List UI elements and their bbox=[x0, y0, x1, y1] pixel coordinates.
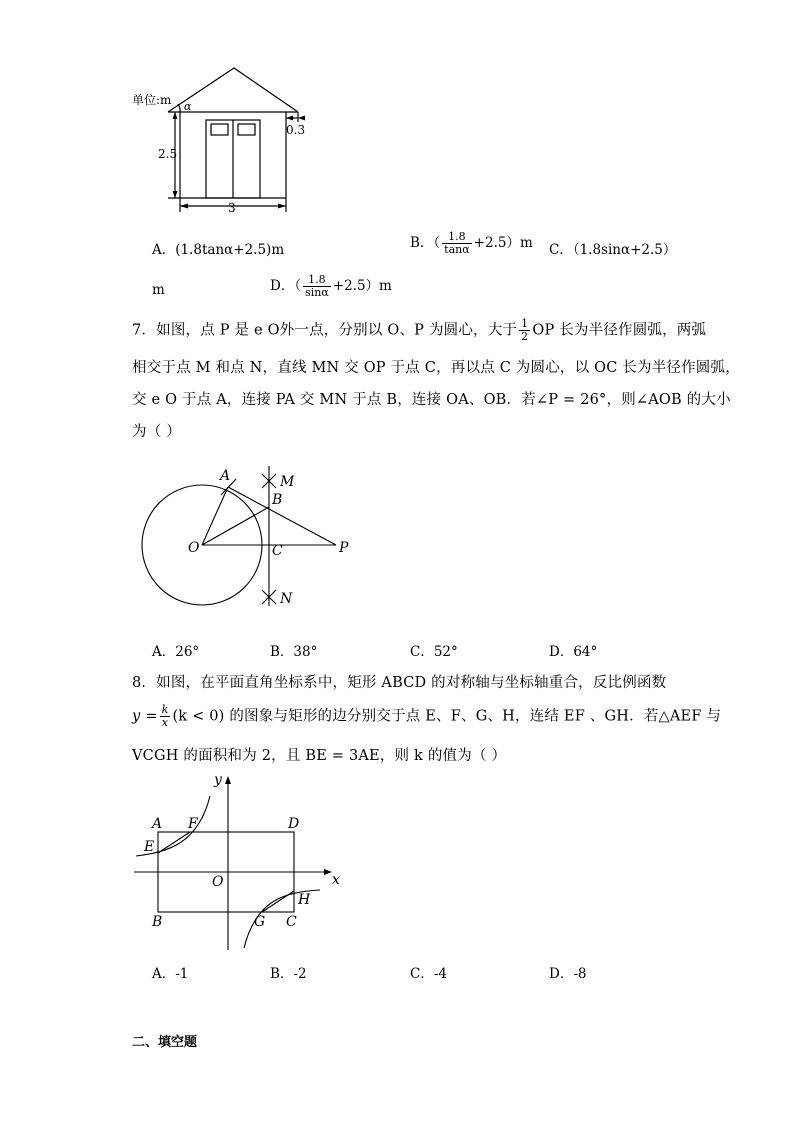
q6-option-b-den: tanα bbox=[444, 243, 470, 256]
door-window-left bbox=[211, 124, 228, 135]
label-c: C bbox=[272, 543, 283, 559]
label-c: C bbox=[286, 914, 297, 930]
label-d: D bbox=[288, 816, 300, 832]
unit-label: 单位:m bbox=[132, 93, 172, 107]
arrow-overhang-outer bbox=[298, 116, 305, 121]
label-a: A bbox=[220, 468, 231, 484]
q8-k-num: k bbox=[161, 703, 169, 716]
q6-option-d-num: 1.8 bbox=[303, 274, 331, 287]
label-e: E bbox=[144, 839, 155, 855]
q6-option-d-prefix: D．（ bbox=[270, 278, 302, 294]
overhang-label: 0.3 bbox=[286, 123, 306, 137]
y-axis-arrow bbox=[225, 776, 231, 784]
q6-option-b-prefix: B．（ bbox=[410, 235, 441, 251]
section-title-fill-in: 二、填空题 bbox=[132, 1035, 198, 1050]
label-a: A bbox=[152, 816, 163, 832]
q8-option-d[interactable]: D．-8 bbox=[549, 966, 587, 982]
label-b: B bbox=[152, 914, 163, 930]
q6-option-c[interactable]: C．（1.8sinα+2.5） bbox=[549, 242, 677, 258]
q7-line-1b: OP 长为半径作圆弧，两弧 bbox=[532, 322, 707, 339]
q8-option-b[interactable]: B．-2 bbox=[270, 966, 307, 982]
q8-y-eq: y = bbox=[132, 708, 158, 725]
width-label: 3 bbox=[228, 201, 236, 215]
q7-line-4: 为（ ） bbox=[132, 424, 181, 440]
label-h: H bbox=[298, 892, 311, 908]
q8-x-den: x bbox=[161, 716, 169, 729]
q7-line-1a: 7．如图，点 P 是 e O外一点，分别以 O、P 为圆心，大于 bbox=[132, 322, 518, 339]
label-n: N bbox=[280, 591, 293, 607]
arrow-height-bottom bbox=[173, 191, 178, 198]
q8-k-over-x bbox=[160, 704, 171, 729]
q7-option-c[interactable]: C．52° bbox=[410, 644, 458, 660]
axis-label-y: y bbox=[214, 772, 222, 788]
q6-option-b-suffix: +2.5）m bbox=[473, 235, 533, 251]
q7-half-fraction bbox=[519, 318, 530, 343]
q8-option-c[interactable]: C．-4 bbox=[410, 966, 447, 982]
height-label: 2.5 bbox=[158, 147, 178, 161]
q6-option-d-suffix: +2.5）m bbox=[332, 278, 392, 294]
q6-option-b-num: 1.8 bbox=[442, 231, 472, 244]
q8-line-2-rest: (k < 0) 的图象与矩形的边分别交于点 E、F、G、H，连结 EF 、GH．若△AEF 与 bbox=[172, 708, 722, 725]
q7-option-d[interactable]: D．64° bbox=[549, 644, 598, 660]
chord-ef bbox=[158, 832, 190, 853]
arrow-width-right bbox=[278, 204, 286, 209]
q8-figure bbox=[128, 766, 348, 956]
q7-line-2: 相交于点 M 和点 N，直线 MN 交 OP 于点 C，再以点 C 为圆心，以 OC 长为半径作圆弧， bbox=[132, 360, 740, 376]
label-o: O bbox=[188, 540, 200, 556]
q7-option-a[interactable]: A．26° bbox=[152, 644, 200, 660]
q7-half-num: 1 bbox=[521, 317, 529, 330]
arrow-overhang bbox=[286, 116, 293, 121]
q8-line-1: 8．如图，在平面直角坐标系中，矩形 ABCD 的对称轴与坐标轴重合，反比例函数 bbox=[132, 675, 667, 691]
label-o: O bbox=[212, 874, 224, 890]
q8-line-2 bbox=[132, 704, 721, 729]
label-b: B bbox=[272, 492, 283, 508]
x-axis-arrow bbox=[324, 869, 332, 875]
segment-oa bbox=[202, 487, 228, 545]
q7-line-1 bbox=[132, 318, 706, 343]
alpha-arc bbox=[178, 104, 180, 112]
q8-line-3: VCGH 的面积和为 2，且 BE = 3AE，则 k 的值为（ ） bbox=[132, 748, 507, 764]
house-figure bbox=[128, 60, 318, 220]
chord-gh bbox=[262, 891, 294, 912]
q6-option-d-fraction bbox=[303, 274, 331, 299]
alpha-label: α bbox=[184, 100, 192, 113]
axis-label-x: x bbox=[332, 872, 340, 888]
q7-option-b[interactable]: B．38° bbox=[270, 644, 318, 660]
label-g: G bbox=[254, 914, 266, 930]
q6-option-d-den: sinα bbox=[305, 286, 329, 299]
q6-option-b[interactable] bbox=[410, 231, 533, 256]
q6-option-b-fraction bbox=[442, 231, 472, 256]
q7-half-den: 2 bbox=[521, 330, 529, 343]
door-window-right bbox=[238, 124, 255, 135]
q8-option-a[interactable]: A．-1 bbox=[152, 966, 189, 982]
q6-option-d[interactable] bbox=[270, 274, 392, 299]
q6-option-c-cont: m bbox=[152, 282, 165, 298]
arrow-width-left bbox=[180, 204, 188, 209]
q6-option-a[interactable]: A．(1.8tanα+2.5)m bbox=[152, 242, 285, 258]
label-m: M bbox=[280, 474, 295, 490]
label-f: F bbox=[188, 816, 198, 832]
arrow-height-top bbox=[173, 112, 178, 119]
q7-line-3: 交 e O 于点 A，连接 PA 交 MN 于点 B，连接 OA、OB．若∠P = 26°，则∠AOB 的大小 bbox=[132, 392, 731, 408]
q7-figure bbox=[136, 460, 366, 620]
label-p: P bbox=[339, 540, 349, 556]
